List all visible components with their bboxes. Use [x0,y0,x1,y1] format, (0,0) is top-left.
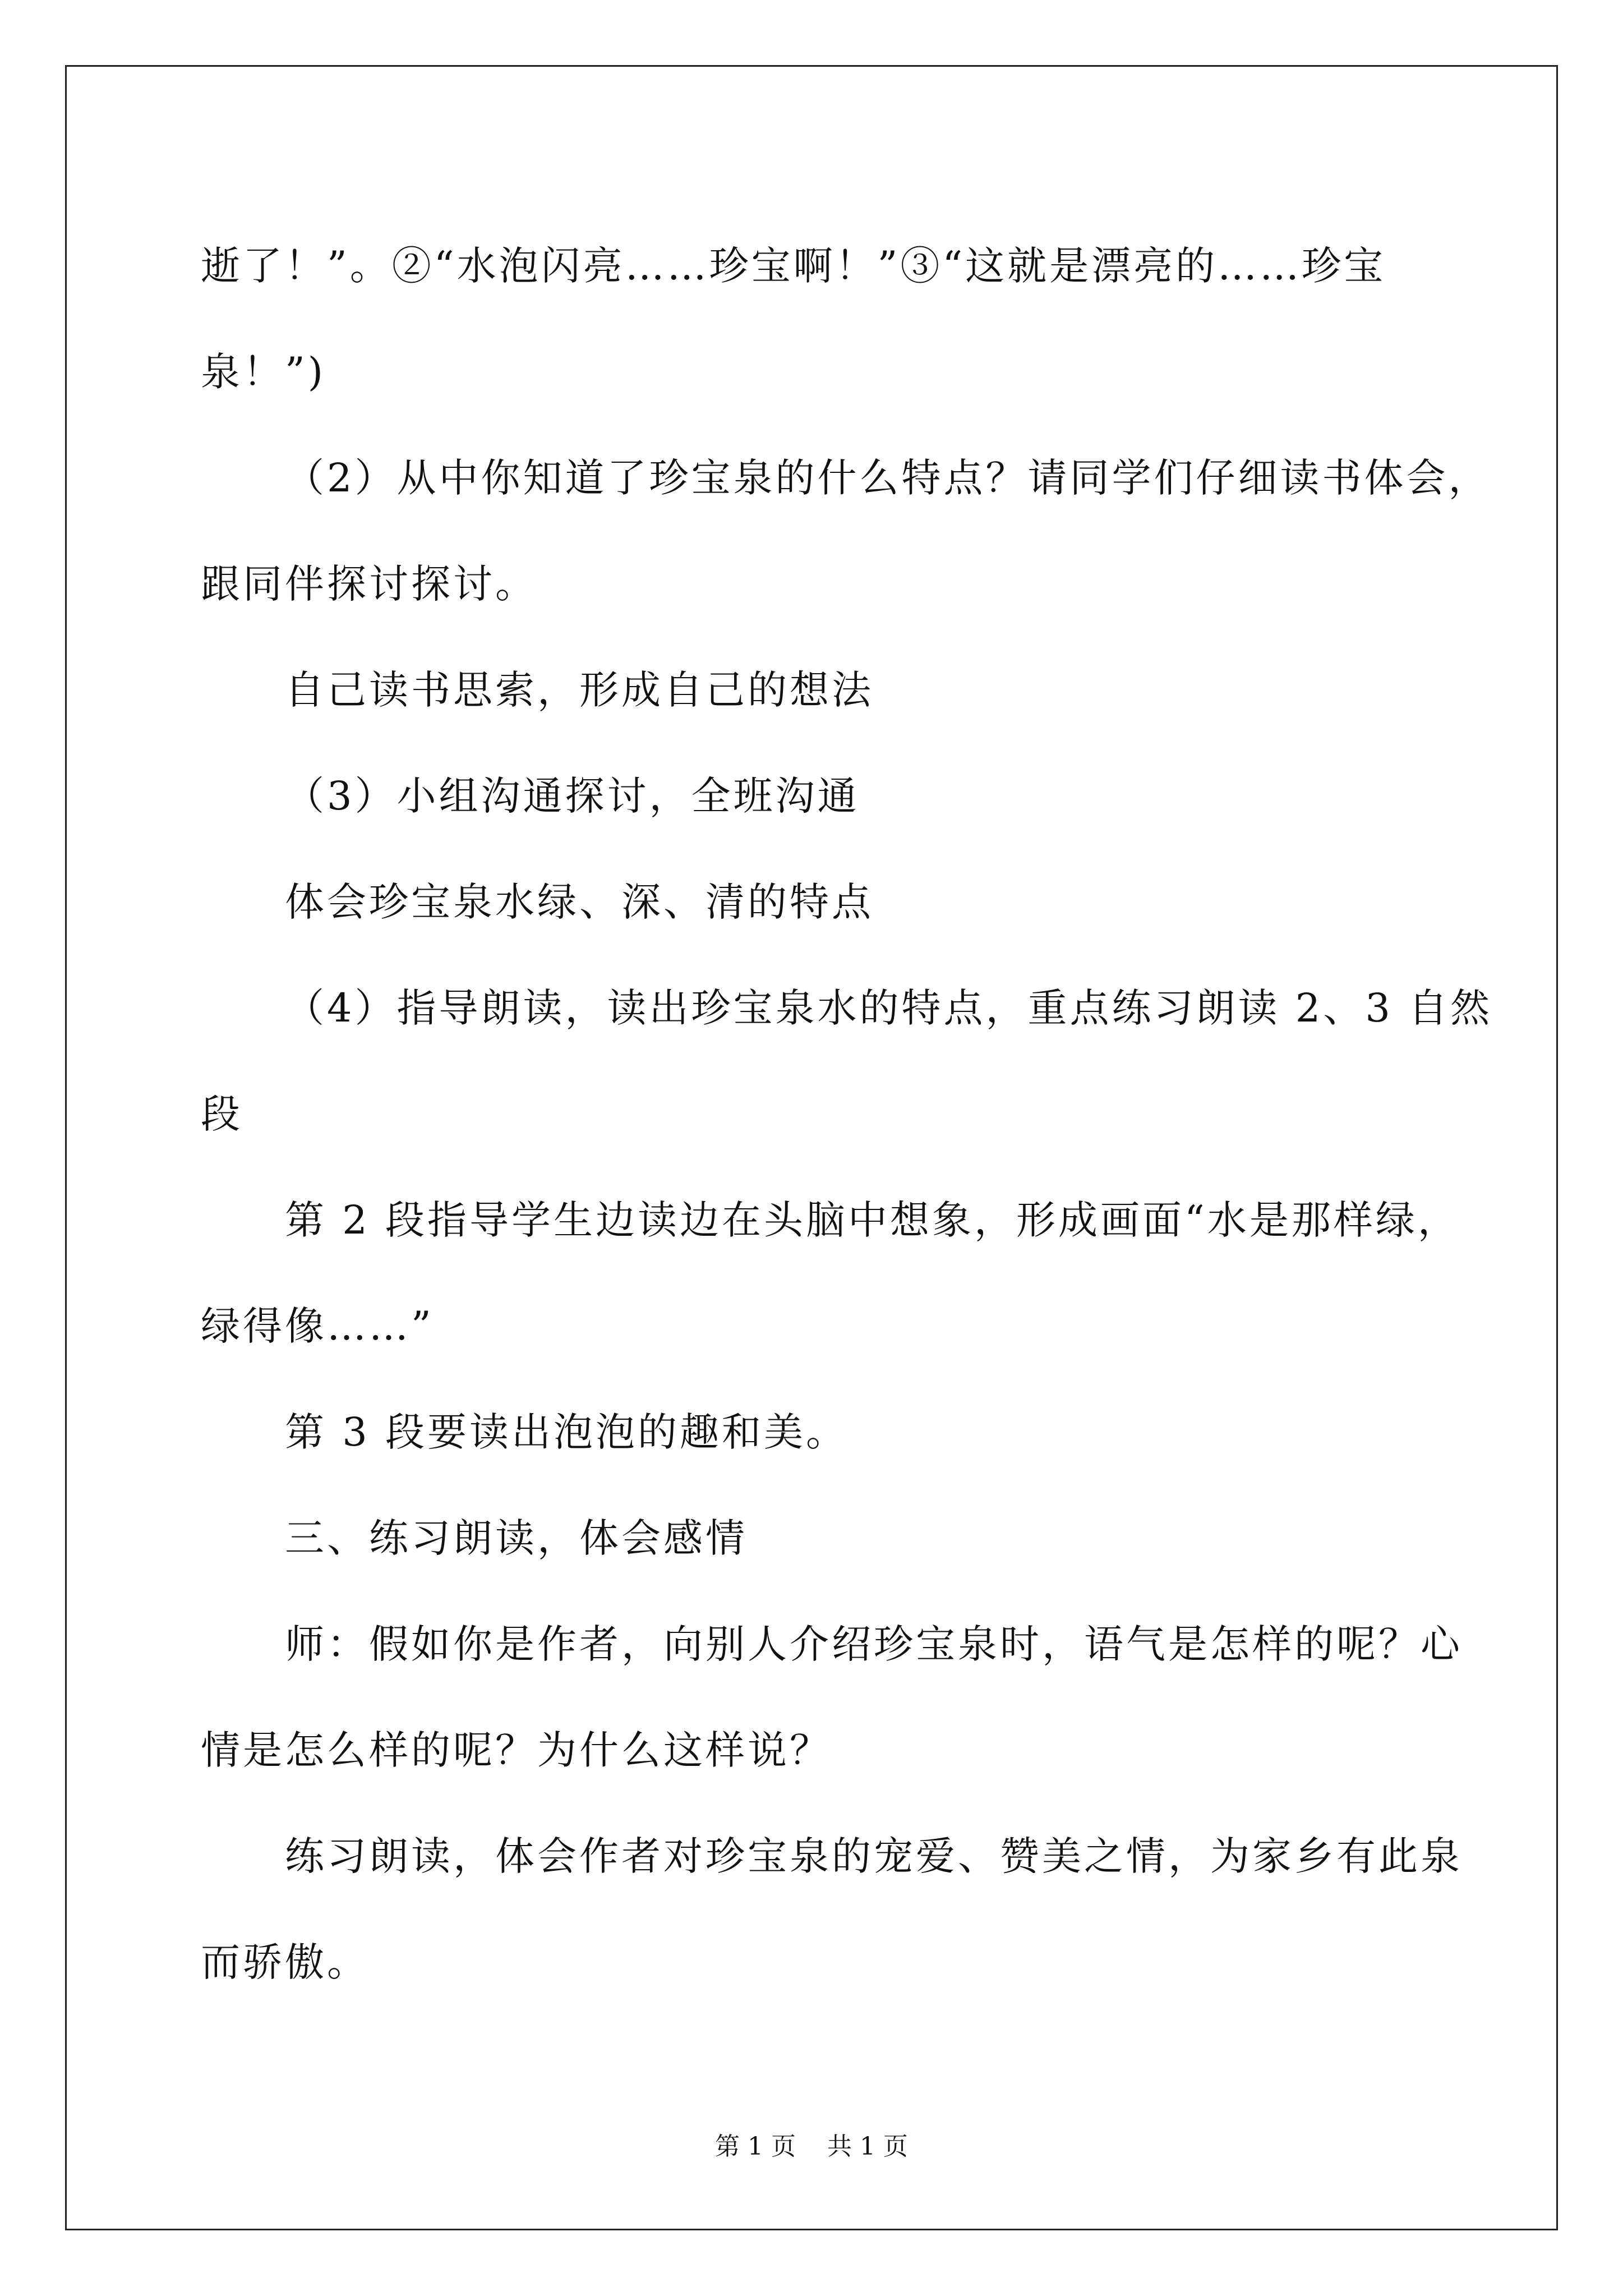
paragraph-line: 三、练习朗读，体会感情 [285,1515,748,1561]
paragraph-line: （3）小组沟通探讨，全班沟通 [285,773,860,819]
paragraph-line: 段 [201,1091,243,1137]
paragraph-line: 师：假如你是作者，向别人介绍珍宝泉时，语气是怎样的呢？心 [285,1621,1463,1667]
paragraph-11 [201,1803,1463,2016]
paragraph-line: 情是怎么样的呢？为什么这样说？ [201,1727,832,1773]
paragraph-line: 练习朗读，体会作者对珍宝泉的宠爱、赞美之情，为家乡有此泉 [285,1833,1463,1879]
paragraph-line: 第 3 段要读出泡泡的趣和美。 [285,1409,849,1455]
document-body [201,213,1493,2016]
paragraph-2 [201,425,1491,637]
paragraph-8 [201,1379,1435,1485]
paragraph-line: （4）指导朗读，读出珍宝泉水的特点，重点练习朗读 2、3 自然 [285,985,1493,1031]
paragraph-line: 绿得像……” [201,1303,434,1349]
paragraph-line: 泉！”) [201,349,326,395]
page-number-footer: 第 1 页 共 1 页 [715,2132,908,2161]
paragraph-line: 自己读书思索，形成自己的想法 [285,667,874,713]
paragraph-line: 跟同伴探讨探讨。 [201,561,537,607]
paragraph-line: 而骄傲。 [201,1939,369,1985]
paragraph-line: 逝了！”。②“水泡闪亮……珍宝啊！”③“这就是漂亮的……珍宝 [201,243,1386,289]
paragraph-5 [201,849,1435,955]
paragraph-line: 第 2 段指导学生边读边在头脑中想象，形成画面“水是那样绿， [285,1197,1460,1243]
paragraph-10 [201,1591,1463,1803]
paragraph-7 [201,1167,1460,1379]
paragraph-1 [201,213,1435,425]
section-heading [201,1485,1435,1591]
paragraph-line: 体会珍宝泉水绿、深、清的特点 [285,879,874,925]
paragraph-4 [201,743,1435,849]
paragraph-line: （2）从中你知道了珍宝泉的什么特点？请同学们仔细读书体会， [285,455,1491,501]
paragraph-3 [201,637,1435,743]
paragraph-6 [201,955,1493,1167]
